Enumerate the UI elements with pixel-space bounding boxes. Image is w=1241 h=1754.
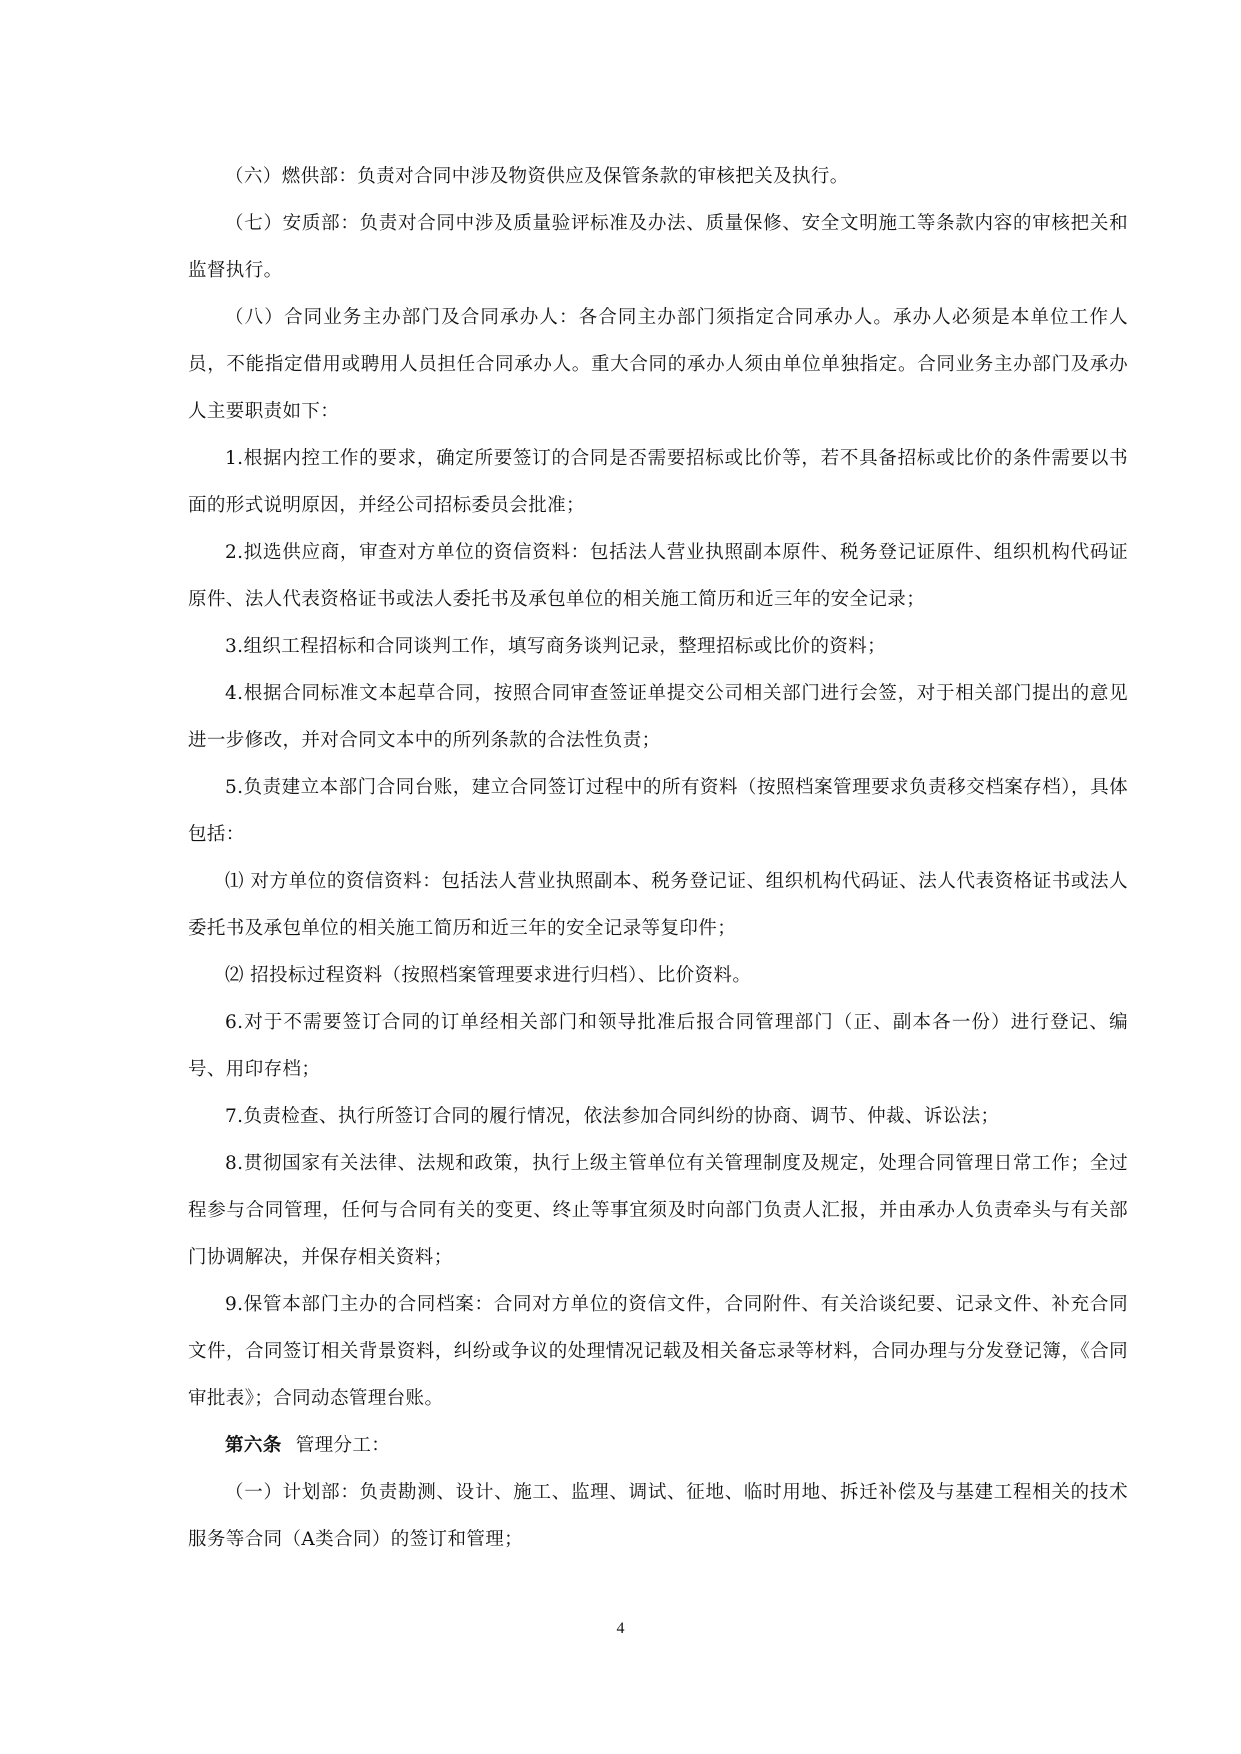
paragraph-duty-4: 4.根据合同标准文本起草合同，按照合同审查签证单提交公司相关部门进行会签，对于相关部门提出的意见进一步修改，并对合同文本中的所列条款的合法性负责； xyxy=(188,683,1128,751)
paragraph-duty-7: 7.负责检查、执行所签订合同的履行情况，依法参加合同纠纷的协商、调节、仲裁、诉讼法； xyxy=(225,1106,1000,1127)
paragraph-planning-dept: （一）计划部：负责勘测、设计、施工、监理、调试、征地、临时用地、拆迁补偿及与基建工程相关的技术服务等合同（A类合同）的签订和管理； xyxy=(188,1482,1128,1550)
article-number: 第六条 xyxy=(225,1435,282,1456)
paragraph-fuel-supply: （六）燃供部：负责对合同中涉及物资供应及保管条款的审核把关及执行。 xyxy=(225,166,849,187)
paragraph-duty-5-item-2: ⑵ 招投标过程资料（按照档案管理要求进行归档）、比价资料。 xyxy=(225,965,752,986)
paragraph-duty-1: 1.根据内控工作的要求，确定所要签订的合同是否需要招标或比价等，若不具备招标或比价的条件需要以书面的形式说明原因，并经公司招标委员会批准； xyxy=(188,448,1128,516)
paragraph-contract-handler: （八）合同业务主办部门及合同承办人：各合同主办部门须指定合同承办人。承办人必须是本单位工作人员，不能指定借用或聘用人员担任合同承办人。重大合同的承办人须由单位单独指定。合同业务主办部门及承办人主要职责如下： xyxy=(188,307,1128,422)
paragraph-duty-9: 9.保管本部门主办的合同档案：合同对方单位的资信文件，合同附件、有关洽谈纪要、记录文件、补充合同文件，合同签订相关背景资料，纠纷或争议的处理情况记载及相关备忘录等材料，合同办理与分发登记簿，《合同审批表》；合同动态管理台账。 xyxy=(188,1294,1128,1409)
paragraph-duty-5: 5.负责建立本部门合同台账，建立合同签订过程中的所有资料（按照档案管理要求负责移交档案存档），具体包括： xyxy=(188,777,1128,845)
paragraph-duty-5-item-1: ⑴ 对方单位的资信资料：包括法人营业执照副本、税务登记证、组织机构代码证、法人代表资格证书或法人委托书及承包单位的相关施工简历和近三年的安全记录等复印件； xyxy=(188,871,1128,939)
paragraph-safety-quality: （七）安质部：负责对合同中涉及质量验评标准及办法、质量保修、安全文明施工等条款内容的审核把关和监督执行。 xyxy=(188,213,1128,281)
article-subject: 管理分工： xyxy=(295,1435,391,1456)
paragraph-duty-8: 8.贯彻国家有关法律、法规和政策，执行上级主管单位有关管理制度及规定，处理合同管理日常工作；全过程参与合同管理，任何与合同有关的变更、终止等事宜须及时向部门负责人汇报，并由承办人负责牵头与有关部门协调解决，并保存相关资料； xyxy=(188,1153,1128,1268)
paragraph-duty-3: 3.组织工程招标和合同谈判工作，填写商务谈判记录，整理招标或比价的资料； xyxy=(225,636,887,657)
paragraph-duty-6: 6.对于不需要签订合同的订单经相关部门和领导批准后报合同管理部门（正、副本各一份）进行登记、编号、用印存档； xyxy=(188,1012,1128,1080)
document-body xyxy=(188,153,1128,1563)
page-number: 4 xyxy=(616,1620,625,1637)
paragraph-duty-2: 2.拟选供应商，审查对方单位的资信资料：包括法人营业执照副本原件、税务登记证原件、组织机构代码证原件、法人代表资格证书或法人委托书及承包单位的相关施工简历和近三年的安全记录； xyxy=(188,542,1128,610)
article-heading xyxy=(188,1422,1128,1469)
